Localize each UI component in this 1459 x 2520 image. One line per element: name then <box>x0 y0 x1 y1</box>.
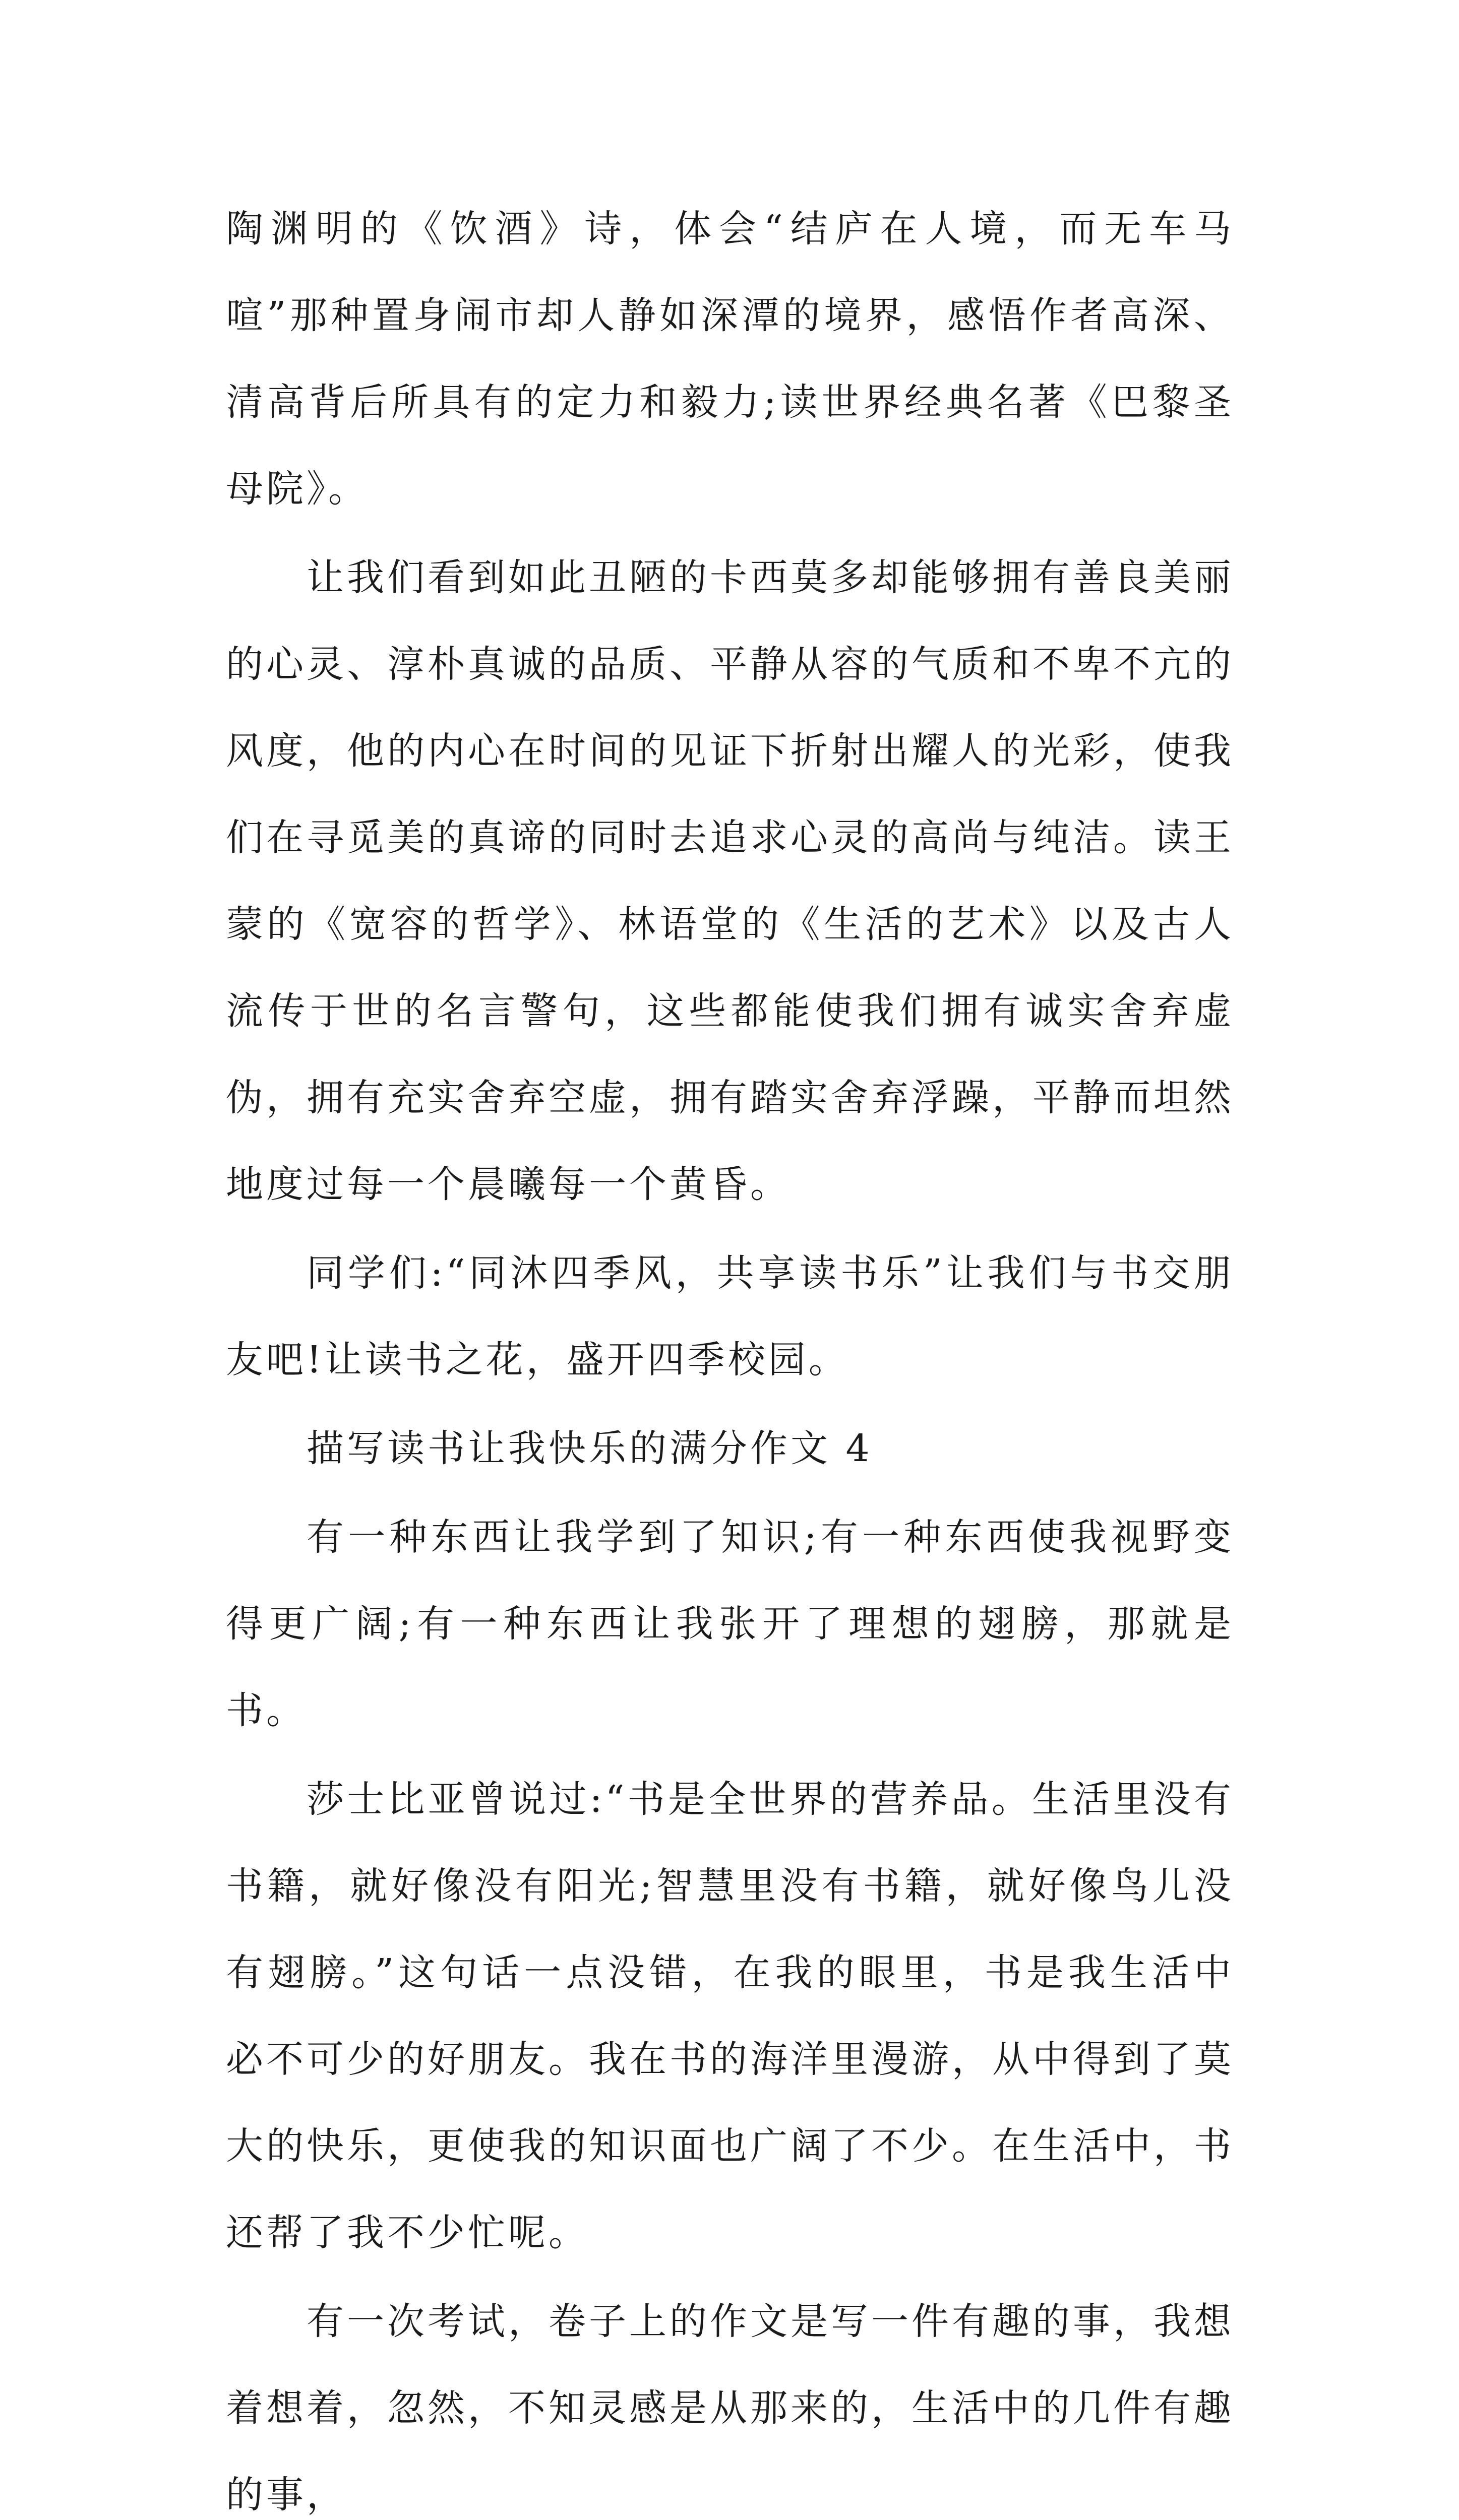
paragraph-6: 莎士比亚曾说过:“书是全世界的营养品。生活里没有书籍，就好像没有阳光;智慧里没有书籍，就好像鸟儿没有翅膀。”这句话一点没错，在我的眼里，书是我生活中必不可少的好朋友。我在书的海洋里漫游，从中得到了莫大的快乐，更使我的知识面也广阔了不少。在生活中，书还帮了我不少忙呢。 <box>226 1778 1234 2254</box>
paragraph-2: 让我们看到如此丑陋的卡西莫多却能够拥有善良美丽的心灵、淳朴真诚的品质、平静从容的气质和不卑不亢的风度，他的内心在时间的见证下折射出耀人的光彩，使我们在寻觅美的真谛的同时去追求心灵的高尚与纯洁。读王蒙的《宽容的哲学》、林语堂的《生活的艺术》以及古人流传于世的名言警句，这些都能使我们拥有诚实舍弃虚伪，拥有充实舍弃空虚，拥有踏实舍弃浮躁，平静而坦然地度过每一个晨曦每一个黄昏。 <box>226 556 1234 1206</box>
document-body <box>226 185 1234 2520</box>
section-heading: 描写读书让我快乐的满分作文 4 <box>307 1427 873 1470</box>
paragraph-7: 有一次考试，卷子上的作文是写一件有趣的事，我想着想着，忽然，不知灵感是从那来的，生活中的几件有趣的事， <box>226 2300 1234 2516</box>
paragraph-5: 有一种东西让我学到了知识;有一种东西使我视野变得更广阔;有一种东西让我张开了理想的翅膀，那就是书。 <box>226 1516 1234 1732</box>
paragraph-1: 陶渊明的《饮酒》诗，体会“结庐在人境，而无车马喧”那种置身闹市却人静如深潭的境界，感悟作者高深、清高背后所具有的定力和毅力;读世界经典名著《巴黎圣母院》。 <box>226 207 1234 511</box>
paragraph-3: 同学们:“同沐四季风，共享读书乐”让我们与书交朋友吧!让读书之花，盛开四季校园。 <box>226 1251 1234 1381</box>
